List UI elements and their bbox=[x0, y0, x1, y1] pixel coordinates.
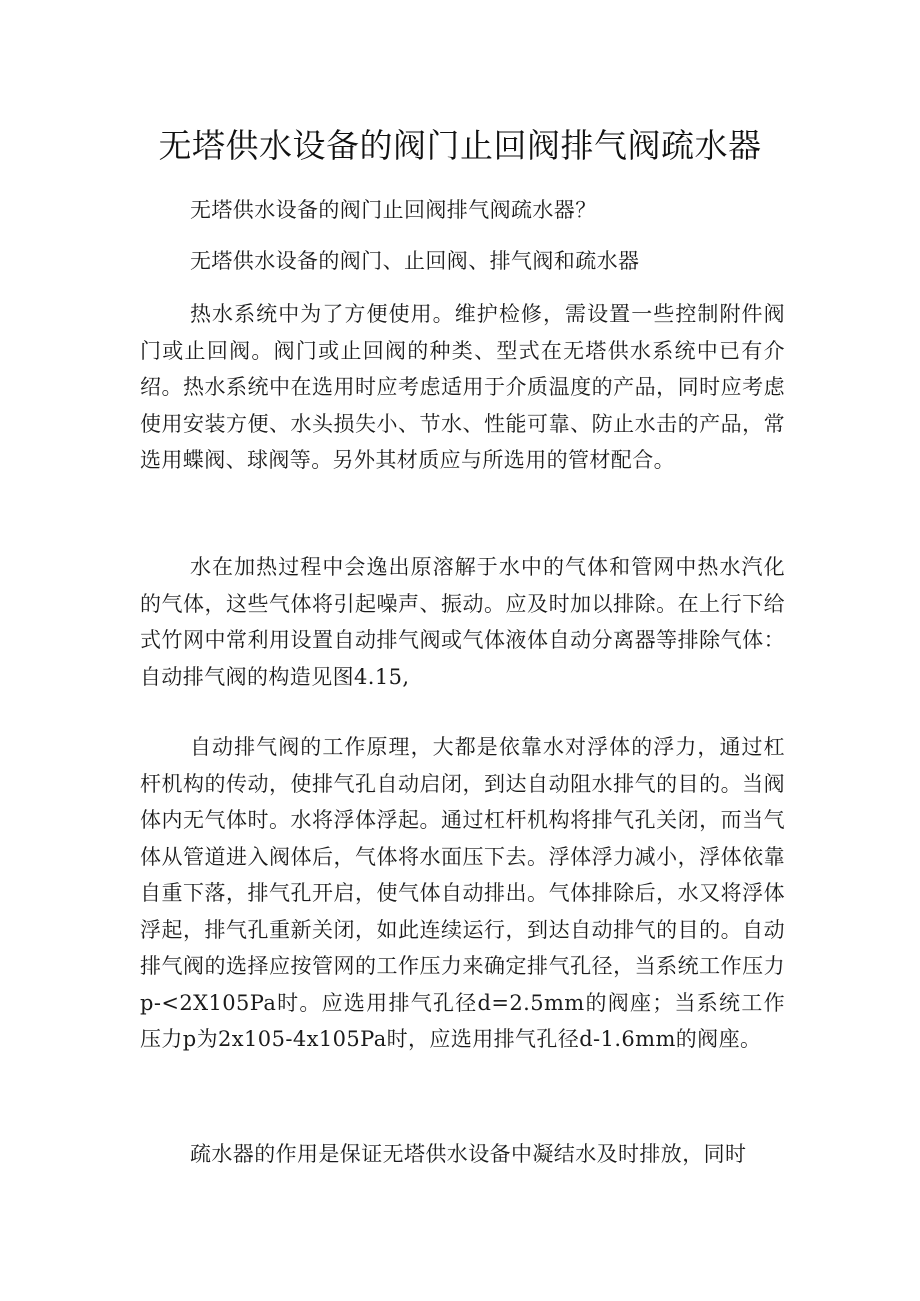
paragraph-question: 无塔供水设备的阀门止回阀排气阀疏水器？ bbox=[190, 198, 597, 222]
paragraph-air-valve-principle: 自动排气阀的工作原理，大都是依靠水对浮体的浮力，通过杠杆机构的传动，使排气孔自动启闭，到达自动阻水排气的目的。当阀体内无气体时。水将浮体浮起。通过杠杆机构将排气孔关闭，而当气体从管道进入阀体后，气体将水面压下去。浮体浮力减小，浮体依靠自重下落，排气孔开启，使气体自动排出。气体排除后，水又将浮体浮起，排气孔重新关闭，如此连续运行，到达自动排气的目的。自动排气阀的选择应按管网的工作压力来确定排气孔径，当系统工作压力p-<2X105Pa时。应选用排气孔径d=2.5mm的阀座；当系统工作压力p为2x105-4x105Pa时，应选用排气孔径d-1.6mm的阀座。 bbox=[140, 735, 785, 1051]
paragraph-subtitle: 无塔供水设备的阀门、止回阀、排气阀和疏水器 bbox=[190, 249, 640, 273]
paragraph-steam-trap: 疏水器的作用是保证无塔供水设备中凝结水及时排放，同时 bbox=[190, 1142, 747, 1166]
paragraph-valves: 热水系统中为了方便使用。维护检修，需设置一些控制附件阀门或止回阀。阀门或止回阀的种类、型式在无塔供水系统中已有介绍。热水系统中在选用时应考虑适用于介质温度的产品，同时应考虑使用安装方便、水头损失小、节水、性能可靠、防止水击的产品，常选用蝶阀、球阀等。另外其材质应与所选用的管材配合。 bbox=[140, 302, 785, 472]
document-title: 无塔供水设备的阀门止回阀排气阀疏水器 bbox=[158, 126, 762, 165]
paragraph-gas-removal: 水在加热过程中会逸出原溶解于水中的气体和管网中热水汽化的气体，这些气体将引起噪声、振动。应及时加以排除。在上行下给式竹网中常利用设置自动排气阀或气体液体自动分离器等排除气体：自动排气阀的构造见图4.15, bbox=[140, 555, 785, 689]
